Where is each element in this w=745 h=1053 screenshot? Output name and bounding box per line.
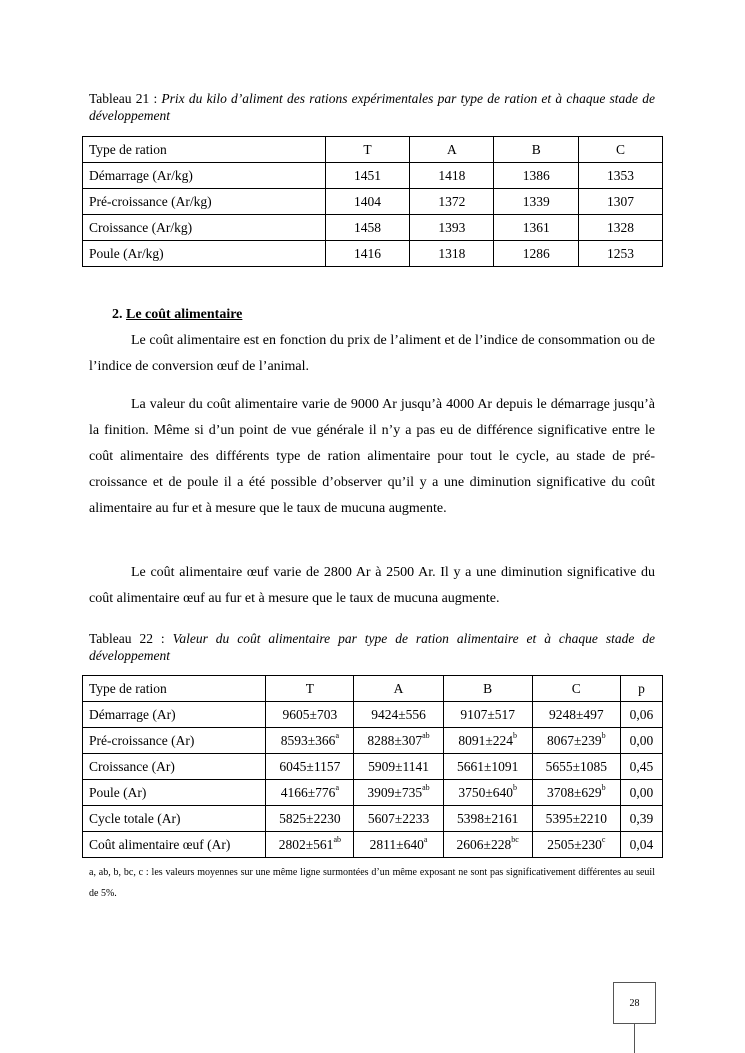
table21-caption	[89, 90, 655, 124]
cell-value: 3909±735	[367, 784, 423, 800]
value-cell: 1361	[494, 215, 579, 241]
value-cell	[532, 806, 620, 832]
row-label: Coût alimentaire œuf (Ar)	[83, 832, 266, 858]
header-cell: T	[325, 137, 410, 163]
table-row	[83, 754, 663, 780]
cell-value: 9424±556	[371, 706, 426, 722]
value-cell: 1318	[410, 241, 494, 267]
page-number-box	[613, 982, 656, 1024]
cell-value: 5661±1091	[456, 758, 519, 774]
significance-superscript: c	[601, 835, 606, 844]
header-cell: A	[354, 676, 443, 702]
cell-value: 5825±2230	[279, 810, 341, 826]
row-label: Poule (Ar)	[83, 780, 266, 806]
value-cell	[443, 780, 532, 806]
value-cell	[443, 702, 532, 728]
cell-value: 2802±561	[278, 836, 334, 852]
page-number-rule	[634, 1023, 635, 1053]
p-value-cell: 0,00	[620, 780, 662, 806]
row-label: Poule (Ar/kg)	[83, 241, 326, 267]
value-cell	[354, 754, 443, 780]
value-cell	[266, 780, 354, 806]
table22-footnote: a, ab, b, bc, c : les valeurs moyennes sur une même ligne surmontées d’un même exposant ne sont pas significativement différentes au seuil de 5%.	[89, 867, 655, 899]
significance-superscript: bc	[511, 835, 519, 844]
table22-caption-title: Valeur du coût alimentaire par type de ration alimentaire et à chaque stade de développement	[89, 631, 656, 663]
value-cell	[443, 754, 532, 780]
table21	[82, 136, 663, 267]
p-value-cell: 0,45	[620, 754, 662, 780]
value-cell	[532, 780, 620, 806]
value-cell	[266, 728, 354, 754]
value-cell	[354, 780, 443, 806]
page-number: 28	[629, 997, 640, 1009]
header-cell: B	[494, 137, 579, 163]
header-cell: B	[443, 676, 532, 702]
p-value-cell: 0,06	[620, 702, 662, 728]
table22	[82, 675, 663, 858]
header-cell: T	[266, 676, 354, 702]
value-cell: 1286	[494, 241, 579, 267]
value-cell: 1418	[410, 163, 494, 189]
section-number: 2.	[112, 307, 126, 322]
p-value-cell: 0,04	[620, 832, 662, 858]
table-row	[83, 832, 663, 858]
table-header-row	[83, 676, 663, 702]
cell-value: 2811±640	[369, 836, 424, 852]
table-row	[83, 728, 663, 754]
cell-value: 8288±307	[367, 732, 423, 748]
section-title: Le coût alimentaire	[126, 307, 243, 322]
table21-caption-title: Prix du kilo d’aliment des rations expérimentales par type de ration et à chaque stade de développement	[89, 91, 655, 123]
cell-value: 6045±1157	[279, 758, 341, 774]
value-cell: 1458	[325, 215, 410, 241]
cell-value: 5607±2233	[367, 810, 430, 826]
table22-caption-prefix: Tableau 22 :	[89, 631, 173, 646]
value-cell: 1328	[579, 215, 663, 241]
value-cell	[266, 702, 354, 728]
value-cell: 1393	[410, 215, 494, 241]
value-cell: 1451	[325, 163, 410, 189]
cell-value: 8067±239	[546, 732, 602, 748]
cell-value: 5655±1085	[545, 758, 608, 774]
value-cell: 1372	[410, 189, 494, 215]
significance-superscript: ab	[422, 731, 430, 740]
significance-superscript: b	[601, 731, 606, 740]
header-cell: p	[620, 676, 662, 702]
row-label: Croissance (Ar)	[83, 754, 266, 780]
cell-value: 5909±1141	[368, 758, 429, 774]
table-row	[83, 806, 663, 832]
significance-superscript: ab	[333, 835, 341, 844]
value-cell: 1253	[579, 241, 663, 267]
cell-value: 2606±228	[456, 836, 512, 852]
value-cell	[443, 806, 532, 832]
value-cell	[354, 728, 443, 754]
paragraph-3: Le coût alimentaire œuf varie de 2800 Ar à 2500 Ar. Il y a une diminution significative du coût alimentaire œuf au fur et à mesure que le taux de mucuna augmente.	[89, 565, 655, 606]
value-cell	[532, 832, 620, 858]
significance-superscript: b	[513, 783, 517, 792]
cell-value: 5398±2161	[456, 810, 519, 826]
table-row	[83, 241, 663, 267]
value-cell	[532, 702, 620, 728]
value-cell	[266, 754, 354, 780]
value-cell	[443, 728, 532, 754]
cell-value: 9605±703	[282, 706, 338, 722]
header-cell: Type de ration	[83, 676, 266, 702]
value-cell	[354, 832, 443, 858]
value-cell	[266, 806, 354, 832]
row-label: Croissance (Ar/kg)	[83, 215, 326, 241]
significance-superscript: b	[513, 731, 517, 740]
value-cell: 1339	[494, 189, 579, 215]
cell-value: 9107±517	[460, 706, 515, 722]
value-cell	[532, 754, 620, 780]
table-row	[83, 702, 663, 728]
value-cell	[354, 702, 443, 728]
table-row	[83, 215, 663, 241]
value-cell	[266, 832, 354, 858]
cell-value: 9248±497	[548, 706, 604, 722]
p-value-cell: 0,00	[620, 728, 662, 754]
cell-value: 4166±776	[280, 784, 336, 800]
value-cell: 1353	[579, 163, 663, 189]
significance-superscript: ab	[422, 783, 430, 792]
value-cell	[532, 728, 620, 754]
header-cell: C	[579, 137, 663, 163]
table-header-row	[83, 137, 663, 163]
row-label: Démarrage (Ar/kg)	[83, 163, 326, 189]
row-label: Pré-croissance (Ar)	[83, 728, 266, 754]
table22-caption	[89, 630, 655, 664]
table-row	[83, 163, 663, 189]
significance-superscript: a	[335, 731, 339, 740]
header-cell: A	[410, 137, 494, 163]
value-cell: 1307	[579, 189, 663, 215]
cell-value: 5395±2210	[545, 810, 608, 826]
header-cell: C	[532, 676, 620, 702]
table-row	[83, 780, 663, 806]
section-heading	[112, 307, 242, 323]
paragraph-2: La valeur du coût alimentaire varie de 9000 Ar jusqu’à 4000 Ar depuis le démarrage jusqu’à la finition. Même si d’un point de vue générale il n’y a pas eu de différence significative entre le coût alimentaire des différents type de ration alimentaire pour tout le cycle, au stade de pré-croissance et de poule il a été possible d’observer qu’il y a une diminution significative du coût alimentaire au fur et à mesure que le taux de mucuna augmente.	[89, 397, 655, 516]
row-label: Cycle totale (Ar)	[83, 806, 266, 832]
paragraph-1: Le coût alimentaire est en fonction du prix de l’aliment et de l’indice de consommation ou de l’indice de conversion œuf de l’animal.	[89, 333, 655, 374]
value-cell: 1404	[325, 189, 410, 215]
significance-superscript: b	[601, 783, 606, 792]
value-cell: 1416	[325, 241, 410, 267]
header-cell: Type de ration	[83, 137, 326, 163]
row-label: Démarrage (Ar)	[83, 702, 266, 728]
table21-caption-prefix: Tableau 21 :	[89, 91, 162, 106]
significance-superscript: a	[423, 835, 428, 844]
p-value-cell: 0,39	[620, 806, 662, 832]
row-label: Pré-croissance (Ar/kg)	[83, 189, 326, 215]
cell-value: 3708±629	[546, 784, 602, 800]
table-row	[83, 189, 663, 215]
cell-value: 8091±224	[458, 732, 513, 748]
cell-value: 3750±640	[458, 784, 513, 800]
cell-value: 2505±230	[547, 836, 602, 852]
value-cell: 1386	[494, 163, 579, 189]
value-cell	[443, 832, 532, 858]
significance-superscript: a	[335, 783, 339, 792]
value-cell	[354, 806, 443, 832]
cell-value: 8593±366	[280, 732, 336, 748]
